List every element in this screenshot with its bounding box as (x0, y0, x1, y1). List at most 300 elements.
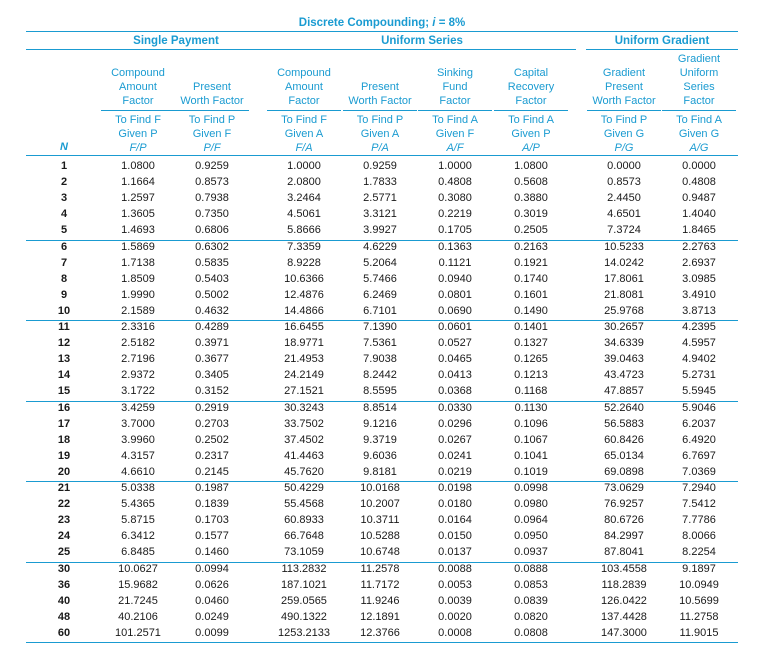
column-find: To Find P (356, 114, 404, 126)
column-symbol: P/F (203, 142, 221, 154)
cell-value: 69.0898 (604, 465, 644, 478)
column-name-line: Worth Factor (348, 95, 412, 107)
column-given: Given G (678, 128, 720, 140)
cell-value: 7.2940 (682, 482, 716, 494)
cell-value: 0.0690 (438, 304, 472, 317)
cell-value: 0.0296 (438, 417, 472, 430)
column-find-given-4 (341, 113, 419, 155)
cell-value: 0.1839 (195, 498, 229, 511)
column-find: To Find P (188, 114, 236, 126)
cell-value: 27.1521 (284, 385, 324, 398)
table-row (26, 223, 738, 238)
cell-value: 1.0800 (121, 160, 155, 172)
cell-value: 60.8933 (284, 514, 324, 527)
column-find: To Find F (115, 114, 161, 126)
cell-value: 1.1664 (121, 176, 155, 189)
column-name-line: Factor (122, 95, 154, 107)
cell-value: 9.3719 (363, 433, 397, 446)
cell-value: 0.5002 (195, 288, 229, 301)
cell-value: 0.1705 (438, 224, 472, 237)
cell-value: 8.2254 (682, 546, 716, 559)
cell-value: 101.2571 (115, 626, 161, 639)
column-given: Given P (118, 128, 158, 140)
cell-value: 0.0330 (438, 401, 472, 414)
group-single-payment: Single Payment (133, 35, 219, 47)
cell-value: 0.3405 (195, 369, 229, 382)
cell-value: 5.8715 (121, 514, 155, 527)
table-row (26, 368, 738, 383)
cell-value: 5.2064 (363, 256, 397, 269)
column-name-line: Amount (119, 81, 157, 93)
cell-value: 4.5061 (287, 208, 321, 221)
table-row (26, 352, 738, 367)
column-name-line: Present (193, 81, 231, 93)
cell-value: 0.5403 (195, 272, 229, 285)
cell-value: 87.8041 (604, 546, 644, 559)
row-n: 17 (57, 417, 71, 430)
cell-value: 0.0950 (514, 530, 548, 543)
cell-value: 0.2163 (514, 240, 548, 253)
cell-value: 103.4558 (601, 562, 647, 575)
column-given: Given A (284, 128, 324, 140)
column-name-line: Gradient (677, 53, 721, 65)
cell-value: 0.2703 (195, 417, 229, 430)
table-row (26, 304, 738, 319)
row-n: 30 (57, 562, 71, 575)
cell-value: 5.8666 (287, 224, 321, 237)
cell-value: 12.3766 (360, 626, 400, 639)
cell-value: 1.4040 (682, 208, 716, 221)
table-row (26, 256, 738, 271)
cell-value: 10.5288 (360, 530, 400, 543)
column-name-7 (585, 66, 663, 108)
cell-value: 0.3880 (514, 192, 548, 205)
cell-value: 0.2919 (195, 401, 229, 414)
cell-value: 14.4866 (284, 304, 324, 317)
cell-value: 17.8061 (604, 272, 644, 285)
cell-value: 0.1130 (514, 401, 548, 414)
row-n: 15 (57, 385, 71, 398)
column-name-line: Amount (285, 81, 323, 93)
cell-value: 0.0460 (195, 594, 229, 607)
cell-value: 0.2219 (438, 208, 472, 221)
cell-value: 1.9990 (121, 288, 155, 301)
cell-value: 2.5771 (363, 192, 397, 205)
cell-value: 9.8181 (363, 465, 397, 478)
cell-value: 0.7938 (195, 192, 229, 205)
cell-value: 3.7000 (121, 417, 155, 430)
cell-value: 0.8573 (607, 176, 641, 189)
table-row (26, 384, 738, 399)
cell-value: 21.7245 (118, 594, 158, 607)
table-row (26, 594, 738, 609)
cell-value: 11.9015 (679, 626, 719, 639)
cell-value: 0.1019 (514, 465, 548, 478)
column-name-line: Series (683, 81, 715, 93)
cell-value: 37.4502 (284, 433, 324, 446)
table-bottom-line (26, 642, 738, 643)
group-uniform-series: Uniform Series (381, 35, 463, 47)
column-name-underline (587, 110, 661, 111)
cell-value: 0.0180 (438, 498, 472, 511)
column-name-line: Gradient (602, 67, 646, 79)
cell-value: 0.5835 (195, 256, 229, 269)
column-symbol: A/G (689, 142, 709, 154)
table-row (26, 578, 738, 593)
row-n: 18 (57, 433, 71, 446)
column-name-line: Present (605, 81, 643, 93)
cell-value: 0.0368 (438, 385, 472, 398)
cell-value: 10.0168 (360, 482, 400, 494)
row-n: 8 (60, 272, 68, 285)
column-name-line: Present (361, 81, 399, 93)
cell-value: 187.1021 (281, 578, 327, 591)
cell-value: 0.3080 (438, 192, 472, 205)
table-row (26, 159, 738, 174)
cell-value: 5.2731 (682, 369, 716, 382)
column-symbol: F/A (295, 142, 313, 154)
row-n: 48 (57, 610, 71, 623)
column-find-given-2 (173, 113, 251, 155)
table-row (26, 529, 738, 544)
cell-value: 8.8514 (363, 401, 397, 414)
column-symbol: A/P (522, 142, 540, 154)
cell-value: 10.0949 (679, 578, 719, 591)
column-name-8 (660, 52, 738, 108)
cell-value: 0.0039 (438, 594, 472, 607)
column-find-given-8 (660, 113, 738, 155)
cell-value: 3.9927 (363, 224, 397, 237)
cell-value: 7.0369 (682, 465, 716, 478)
group-single-underline (26, 49, 270, 50)
cell-value: 1.2597 (121, 192, 155, 205)
column-name-5 (416, 66, 494, 108)
row-n: 14 (57, 369, 71, 382)
cell-value: 80.6726 (604, 514, 644, 527)
cell-value: 118.2839 (601, 578, 647, 591)
table-row (26, 449, 738, 464)
cell-value: 0.1213 (514, 369, 548, 382)
cell-value: 6.8485 (121, 546, 155, 559)
cell-value: 4.2395 (682, 321, 716, 333)
cell-value: 2.7196 (121, 353, 155, 366)
table-row (26, 626, 738, 641)
cell-value: 0.0020 (438, 610, 472, 623)
cell-value: 0.1168 (514, 385, 548, 398)
cell-value: 1253.2133 (278, 626, 330, 639)
cell-value: 8.9228 (287, 256, 321, 269)
cell-value: 0.0853 (514, 578, 548, 591)
cell-value: 0.0099 (195, 626, 229, 639)
cell-value: 3.4259 (121, 401, 155, 414)
cell-value: 0.0980 (514, 498, 548, 511)
row-n: 3 (60, 192, 68, 205)
column-name-underline (101, 110, 175, 111)
cell-value: 0.3019 (514, 208, 548, 221)
cell-value: 41.4463 (284, 449, 324, 462)
cell-value: 0.3971 (195, 337, 229, 350)
cell-value: 0.0465 (438, 353, 472, 366)
table-row (26, 562, 738, 577)
row-n: 11 (58, 321, 70, 333)
cell-value: 0.1740 (514, 272, 548, 285)
column-find: To Find F (281, 114, 327, 126)
cell-value: 65.0134 (604, 449, 644, 462)
cell-value: 137.4428 (601, 610, 647, 623)
cell-value: 0.2317 (195, 449, 229, 462)
cell-value: 0.0808 (514, 626, 548, 639)
cell-value: 0.1577 (195, 530, 229, 543)
cell-value: 11.7172 (360, 578, 400, 591)
cell-value: 9.1216 (363, 417, 397, 430)
cell-value: 73.1059 (284, 546, 324, 559)
column-given: Given A (360, 128, 400, 140)
cell-value: 10.6748 (360, 546, 400, 559)
cell-value: 0.1096 (514, 417, 548, 430)
cell-value: 0.4808 (438, 176, 472, 189)
column-find-given-3 (265, 113, 343, 155)
cell-value: 0.1363 (438, 240, 472, 253)
cell-value: 0.0198 (438, 482, 472, 494)
cell-value: 15.9682 (118, 578, 158, 591)
cell-value: 0.6302 (195, 240, 229, 253)
column-symbol: A/F (446, 142, 464, 154)
cell-value: 21.4953 (284, 353, 324, 366)
column-find: To Find A (432, 114, 478, 126)
row-n: 22 (57, 498, 71, 511)
cell-value: 9.1897 (682, 562, 716, 575)
cell-value: 0.0150 (438, 530, 472, 543)
cell-value: 52.2640 (604, 401, 644, 414)
cell-value: 0.0413 (438, 369, 472, 382)
cell-value: 147.3000 (601, 626, 647, 639)
cell-value: 0.0820 (514, 610, 548, 623)
cell-value: 16.6455 (284, 321, 324, 333)
cell-value: 1.0800 (514, 160, 548, 172)
cell-value: 0.0249 (195, 610, 229, 623)
cell-value: 10.5233 (604, 240, 644, 253)
cell-value: 0.2145 (195, 465, 229, 478)
cell-value: 3.8713 (682, 304, 716, 317)
row-n: 2 (60, 176, 68, 189)
row-n: 9 (60, 288, 68, 301)
row-n: 21 (57, 482, 71, 494)
column-name-line: Factor (683, 95, 715, 107)
column-name-6 (492, 66, 570, 108)
column-given: Given F (435, 128, 475, 140)
cell-value: 18.9771 (284, 337, 324, 350)
cell-value: 1.7833 (363, 176, 397, 189)
cell-value: 0.4808 (682, 176, 716, 189)
cell-value: 0.1921 (514, 256, 548, 269)
cell-value: 0.0994 (195, 562, 229, 575)
table-row (26, 610, 738, 625)
cell-value: 7.5361 (363, 337, 397, 350)
group-uniform-underline (270, 49, 576, 50)
column-name-line: Sinking (436, 67, 474, 79)
row-n: 13 (57, 353, 71, 366)
cell-value: 30.3243 (284, 401, 324, 414)
cell-value: 7.1390 (363, 321, 397, 333)
cell-value: 11.9246 (360, 594, 400, 607)
cell-value: 43.4723 (604, 369, 644, 382)
group-uniform-gradient: Uniform Gradient (614, 35, 710, 47)
cell-value: 25.9768 (604, 304, 644, 317)
cell-value: 5.0338 (121, 482, 155, 494)
row-n: 23 (57, 514, 71, 527)
table-row (26, 401, 738, 416)
cell-value: 1.7138 (121, 256, 155, 269)
cell-value: 6.4920 (682, 433, 716, 446)
row-n: 60 (57, 626, 71, 639)
cell-value: 1.8509 (121, 272, 155, 285)
cell-value: 2.9372 (121, 369, 155, 382)
cell-value: 4.6501 (607, 208, 641, 221)
title-prefix: Discrete Compounding; (298, 17, 433, 29)
cell-value: 0.1041 (514, 449, 548, 462)
cell-value: 0.0267 (438, 433, 472, 446)
cell-value: 0.0888 (514, 562, 548, 575)
table-row (26, 272, 738, 287)
row-n: 12 (57, 337, 71, 350)
cell-value: 1.0000 (438, 160, 472, 172)
column-find: To Find P (600, 114, 648, 126)
table-row (26, 240, 738, 255)
cell-value: 0.3152 (195, 385, 229, 398)
row-n: 10 (57, 304, 71, 317)
cell-value: 8.2442 (363, 369, 397, 382)
cell-value: 0.6806 (195, 224, 229, 237)
cell-value: 6.7101 (363, 304, 397, 317)
cell-value: 50.4229 (284, 482, 324, 494)
cell-value: 3.4910 (682, 288, 716, 301)
cell-value: 8.0066 (682, 530, 716, 543)
cell-value: 1.8465 (682, 224, 716, 237)
cell-value: 0.1703 (195, 514, 229, 527)
cell-value: 7.3724 (607, 224, 641, 237)
cell-value: 1.4693 (121, 224, 155, 237)
cell-value: 33.7502 (284, 417, 324, 430)
header-bottom-line (26, 155, 738, 156)
cell-value: 0.0839 (514, 594, 548, 607)
column-name-line: Compound (277, 67, 331, 79)
cell-value: 34.6339 (604, 337, 644, 350)
column-name-line: Worth Factor (592, 95, 656, 107)
cell-value: 12.1891 (360, 610, 400, 623)
column-given: Given G (603, 128, 645, 140)
table-row (26, 481, 738, 496)
column-name-underline (267, 110, 341, 111)
cell-value: 0.4289 (195, 321, 229, 333)
cell-value: 0.4632 (195, 304, 229, 317)
cell-value: 0.0053 (438, 578, 472, 591)
cell-value: 7.7786 (682, 514, 716, 527)
column-name-4 (341, 80, 419, 108)
cell-value: 2.3316 (121, 321, 155, 333)
column-name-underline (662, 110, 736, 111)
column-find-given-6 (492, 113, 570, 155)
title-underline (26, 31, 738, 32)
column-name-line: Factor (439, 95, 471, 107)
cell-value: 0.2505 (514, 224, 548, 237)
column-find-given-1 (99, 113, 177, 155)
cell-value: 0.0801 (438, 288, 472, 301)
cell-value: 2.6937 (682, 256, 716, 269)
cell-value: 0.0164 (438, 514, 472, 527)
title-var: i (432, 17, 436, 29)
row-n: 24 (57, 530, 71, 543)
cell-value: 14.0242 (604, 256, 644, 269)
group-gradient-underline (586, 49, 738, 50)
cell-value: 8.5595 (363, 385, 397, 398)
cell-value: 0.8573 (195, 176, 229, 189)
column-name-line: Uniform (679, 67, 719, 79)
cell-value: 3.2464 (287, 192, 321, 205)
cell-value: 0.3677 (195, 353, 229, 366)
cell-value: 40.2106 (118, 610, 158, 623)
cell-value: 60.8426 (604, 433, 644, 446)
cell-value: 0.0940 (438, 272, 472, 285)
cell-value: 47.8857 (604, 385, 644, 398)
cell-value: 0.0527 (438, 337, 472, 350)
cell-value: 76.9257 (604, 498, 644, 511)
cell-value: 66.7648 (284, 530, 324, 543)
row-n: 7 (60, 256, 68, 269)
column-symbol: P/G (614, 142, 634, 154)
cell-value: 6.2469 (363, 288, 397, 301)
row-n: 20 (57, 465, 71, 478)
row-n: 25 (57, 546, 71, 559)
cell-value: 0.1490 (514, 304, 548, 317)
cell-value: 73.0629 (604, 482, 644, 494)
row-n: 16 (57, 401, 71, 414)
row-n: 1 (60, 160, 68, 172)
cell-value: 0.1987 (195, 482, 229, 494)
column-name-line: Compound (111, 67, 165, 79)
column-symbol: F/P (129, 142, 147, 154)
table-row (26, 191, 738, 206)
cell-value: 4.3157 (121, 449, 155, 462)
cell-value: 0.1067 (514, 433, 548, 446)
cell-value: 0.1460 (195, 546, 229, 559)
column-find: To Find A (676, 114, 722, 126)
column-name-underline (343, 110, 417, 111)
cell-value: 490.1322 (281, 610, 327, 623)
cell-value: 3.3121 (363, 208, 397, 221)
table-row (26, 497, 738, 512)
table-row (26, 288, 738, 303)
cell-value: 0.1265 (514, 353, 548, 366)
row-n: 6 (60, 240, 68, 253)
cell-value: 0.0601 (438, 321, 472, 333)
column-given: Given F (192, 128, 232, 140)
table-row (26, 175, 738, 190)
cell-value: 0.9259 (363, 160, 397, 172)
cell-value: 21.8081 (604, 288, 644, 301)
row-n: 5 (60, 224, 68, 237)
cell-value: 56.5883 (604, 417, 644, 430)
cell-value: 12.4876 (284, 288, 324, 301)
cell-value: 7.9038 (363, 353, 397, 366)
cell-value: 0.9487 (682, 192, 716, 205)
cell-value: 11.2578 (360, 562, 400, 575)
cell-value: 0.0137 (438, 546, 472, 559)
table-row (26, 207, 738, 222)
cell-value: 10.5699 (679, 594, 719, 607)
cell-value: 11.2758 (679, 610, 719, 623)
cell-value: 6.3412 (121, 530, 155, 543)
table-row (26, 320, 738, 335)
